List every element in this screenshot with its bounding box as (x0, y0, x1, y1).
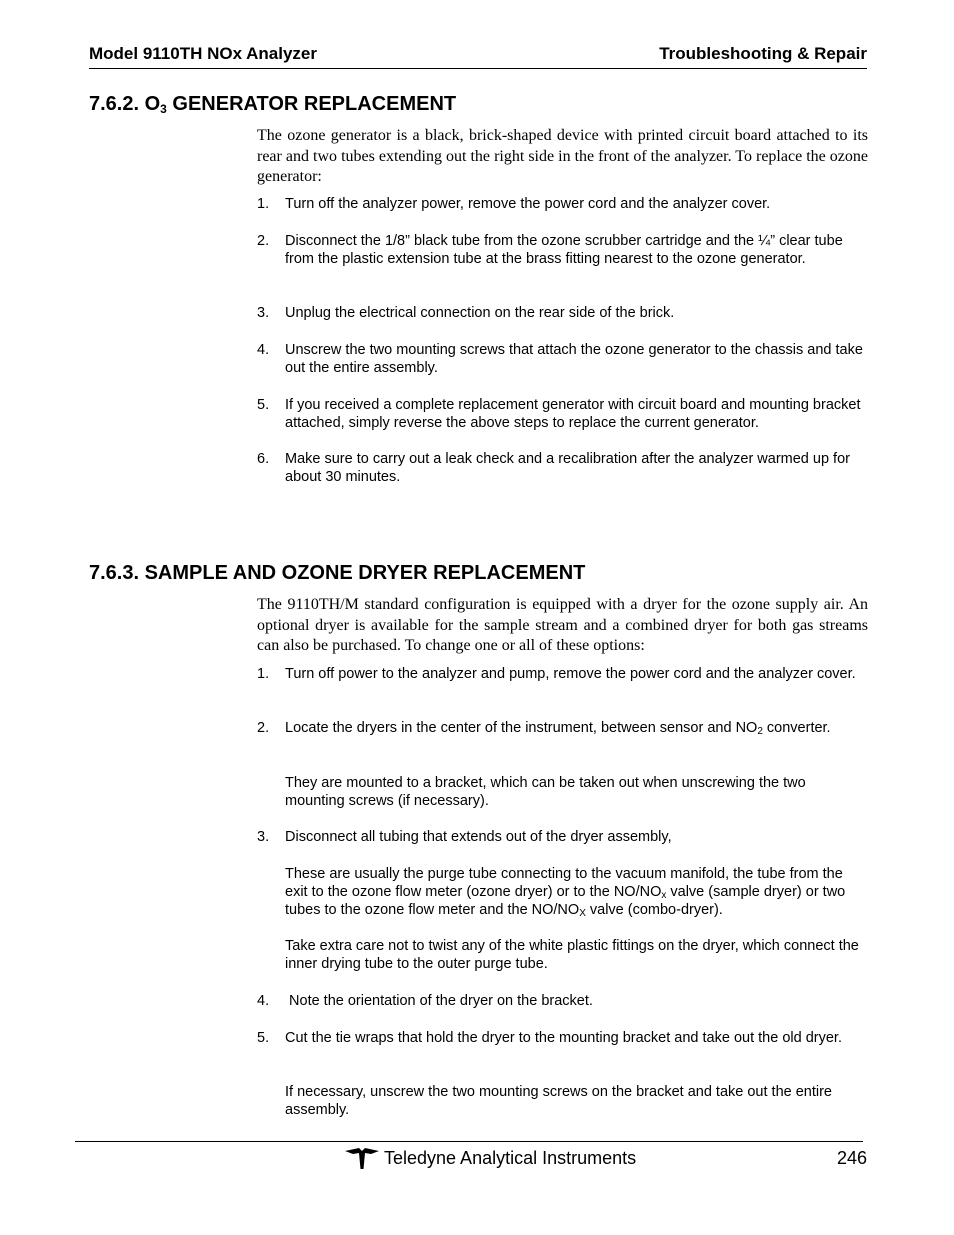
section2-intro: The 9110TH/M standard configuration is equipped with a dryer for the ozone supply air. An optional dryer is available for the sample stream and a combined dryer for both gas streams can also be purchased. To change one or all of these options: (257, 596, 868, 654)
footer-company: Teledyne Analytical Instruments (384, 1148, 637, 1168)
step-note: Take extra care not to twist any of the white plastic fittings on the dryer, which connect the inner drying tube to the outer purge tube. (285, 938, 859, 972)
header-title: Model 9110TH NOx Analyzer (89, 44, 318, 63)
section-heading-o3-generator: 7.6.2. $O_3$ GENERATOR REPLACEMENT (89, 93, 457, 116)
step-note: If necessary, unscrew the two mounting screws on the bracket and take out the entire assembly. (285, 1084, 832, 1118)
step-note: These are usually the purge tube connecting to the vacuum manifold, the tube from the exit to the ozone flow meter (ozone dryer) or to the $NO/NO_x$ valve (sample dryer) or two tubes to the ozone flow meter and the $NO/NO_X$ valve (combo-dryer). (285, 866, 846, 919)
header-rule (89, 68, 867, 69)
step-note: They are mounted to a bracket, which can be taken out when unscrewing the two mounting screws (if necessary). (285, 775, 806, 809)
teledyne-logo-icon (345, 1148, 379, 1170)
section-heading-dryer: 7.6.3. SAMPLE AND OZONE DRYER REPLACEMENT (89, 562, 586, 584)
footer-rule (75, 1141, 863, 1142)
header-section: Troubleshooting & Repair (659, 44, 867, 63)
section1-intro: The ozone generator is a black, brick-shaped device with printed circuit board attached to its rear and two tubes extending out the right side in the front of the analyzer. To replace the ozone generator: (257, 127, 868, 185)
page-number: 246 (836, 1148, 867, 1168)
